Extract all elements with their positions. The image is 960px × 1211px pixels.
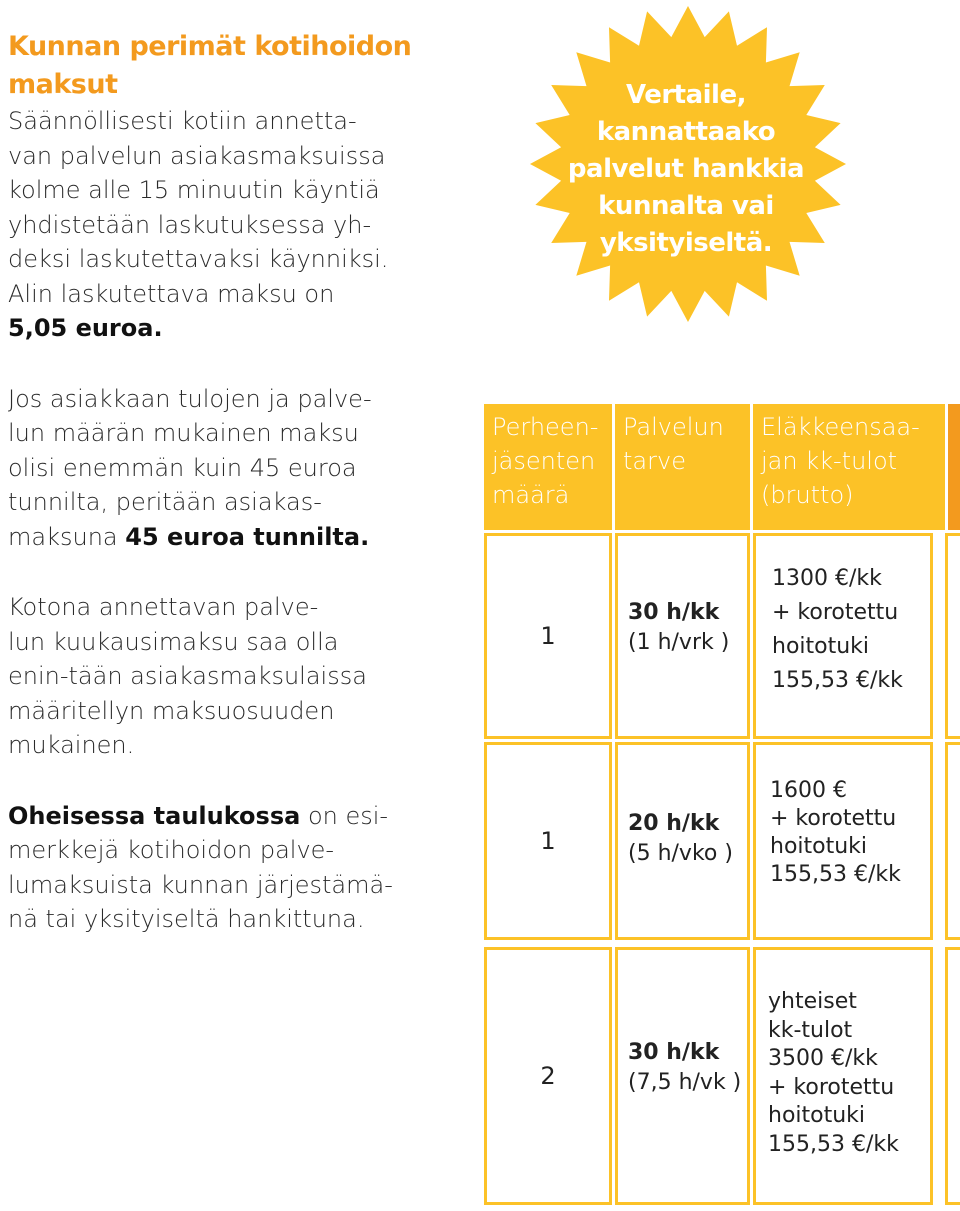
text-line: kolme alle 15 minuutin käyntiä bbox=[8, 176, 380, 204]
text-line: Säännöllisesti kotiin annetta- bbox=[8, 107, 357, 135]
starburst-line: kannattaako bbox=[596, 117, 776, 147]
need-frequency: (7,5 h/vk ) bbox=[628, 1070, 742, 1095]
income-line: hoitotuki bbox=[770, 834, 868, 859]
hourly-cap-value: 45 euroa tunnilta. bbox=[125, 522, 370, 551]
text-line: on esi- bbox=[300, 801, 389, 830]
header-line: määrä bbox=[492, 481, 570, 509]
paragraph-monthly-fee bbox=[8, 590, 428, 763]
row2-members-cell bbox=[484, 742, 612, 940]
header-line: jäsenten bbox=[492, 447, 596, 475]
header-pensioner-income bbox=[753, 404, 945, 530]
income-line: 155,53 €/kk bbox=[770, 862, 901, 887]
need-frequency: (5 h/vko ) bbox=[628, 841, 733, 866]
text-line: lumaksuista kunnan järjestämä- bbox=[8, 870, 393, 899]
row1-need-cell bbox=[615, 533, 750, 739]
need-hours: 20 h/kk bbox=[628, 811, 720, 836]
row3-members-cell bbox=[484, 947, 612, 1205]
starburst-line: Vertaile, bbox=[626, 80, 746, 110]
members-value: 1 bbox=[540, 622, 556, 650]
starburst-text bbox=[548, 77, 824, 262]
paragraph-hourly-cap bbox=[8, 382, 428, 555]
income-line: yhteiset bbox=[768, 989, 857, 1014]
income-line: hoitotuki bbox=[772, 634, 870, 659]
income-line: 155,53 €/kk bbox=[768, 1131, 899, 1157]
text-line: mukainen. bbox=[8, 731, 135, 759]
row3-income-cell bbox=[753, 947, 933, 1205]
left-text-column bbox=[8, 28, 428, 937]
starburst-line: yksityiseltä. bbox=[599, 228, 773, 258]
income-line: + korotettu bbox=[770, 806, 897, 831]
text-line: Jos asiakkaan tulojen ja palve- bbox=[8, 384, 372, 413]
text-line: deksi laskutettavaksi käynniksi. bbox=[8, 245, 389, 273]
row3-need-cell bbox=[615, 947, 750, 1205]
income-line: + korotettu bbox=[768, 1074, 895, 1100]
header-line: Palvelun bbox=[623, 413, 724, 441]
income-line: kk-tulot bbox=[768, 1017, 853, 1043]
need-hours: 30 h/kk bbox=[628, 600, 720, 625]
income-line: hoitotuki bbox=[768, 1103, 866, 1128]
text-line: Alin laskutettava maksu on bbox=[8, 279, 335, 308]
header-line: Perheen- bbox=[492, 413, 599, 441]
row2-income-cell bbox=[753, 742, 933, 940]
text-line: van palvelun asiakasmaksuissa bbox=[8, 141, 386, 170]
header-line: (brutto) bbox=[761, 481, 854, 509]
heading-line-1: Kunnan perimät kotihoidon bbox=[8, 31, 412, 62]
text-line: enin-tään asiakasmaksulaissa bbox=[8, 662, 367, 690]
heading-line-2: maksut bbox=[8, 69, 118, 100]
income-line: 155,53 €/kk bbox=[772, 668, 903, 693]
text-line: olisi enemmän kuin 45 euroa bbox=[8, 453, 357, 482]
members-value: 2 bbox=[540, 1062, 556, 1090]
header-line: Eläkkeensaa- bbox=[761, 413, 920, 441]
text-line: nä tai yksityiseltä hankittuna. bbox=[8, 905, 365, 933]
members-value: 1 bbox=[540, 827, 556, 855]
income-line: + korotettu bbox=[772, 600, 899, 625]
income-line: 1600 € bbox=[770, 778, 847, 803]
paragraph-table-intro bbox=[8, 799, 428, 937]
text-line: lun määrän mukainen maksu bbox=[8, 419, 359, 447]
row1-income-cell bbox=[753, 533, 933, 739]
need-hours: 30 h/kk bbox=[628, 1040, 720, 1065]
text-line: lun kuukausimaksu saa olla bbox=[8, 627, 339, 656]
row3-next-cell-edge bbox=[945, 947, 960, 1205]
row2-need-cell bbox=[615, 742, 750, 940]
header-line: jan kk-tulot bbox=[761, 447, 898, 475]
minimum-fee: 5,05 euroa. bbox=[8, 314, 163, 342]
text-line: tunnilta, peritään asiakas- bbox=[8, 488, 322, 516]
paragraph-billing-visits bbox=[8, 104, 428, 346]
starburst-line: kunnalta vai bbox=[598, 191, 774, 221]
row1-members-cell bbox=[484, 533, 612, 739]
text-line: maksuna bbox=[8, 522, 126, 551]
text-line: yhdistetään laskutuksessa yh- bbox=[8, 210, 372, 239]
row2-next-cell-edge bbox=[945, 742, 960, 940]
income-line: 1300 €/kk bbox=[772, 566, 882, 591]
header-service-need bbox=[615, 404, 750, 530]
page-heading bbox=[8, 28, 428, 104]
row1-next-cell-edge bbox=[945, 533, 960, 739]
text-line: määritellyn maksuosuuden bbox=[8, 696, 335, 725]
income-line: 3500 €/kk bbox=[768, 1046, 878, 1071]
next-column-header-edge bbox=[948, 404, 960, 530]
starburst-line: palvelut hankkia bbox=[567, 154, 805, 184]
text-line: merkkejä kotihoidon palve- bbox=[8, 836, 335, 864]
header-family-members bbox=[484, 404, 612, 530]
table-reference: Oheisessa taulukossa bbox=[8, 801, 301, 830]
text-line: Kotona annettavan palve- bbox=[8, 593, 319, 621]
header-line: tarve bbox=[623, 447, 686, 475]
need-frequency: (1 h/vrk ) bbox=[628, 630, 730, 655]
